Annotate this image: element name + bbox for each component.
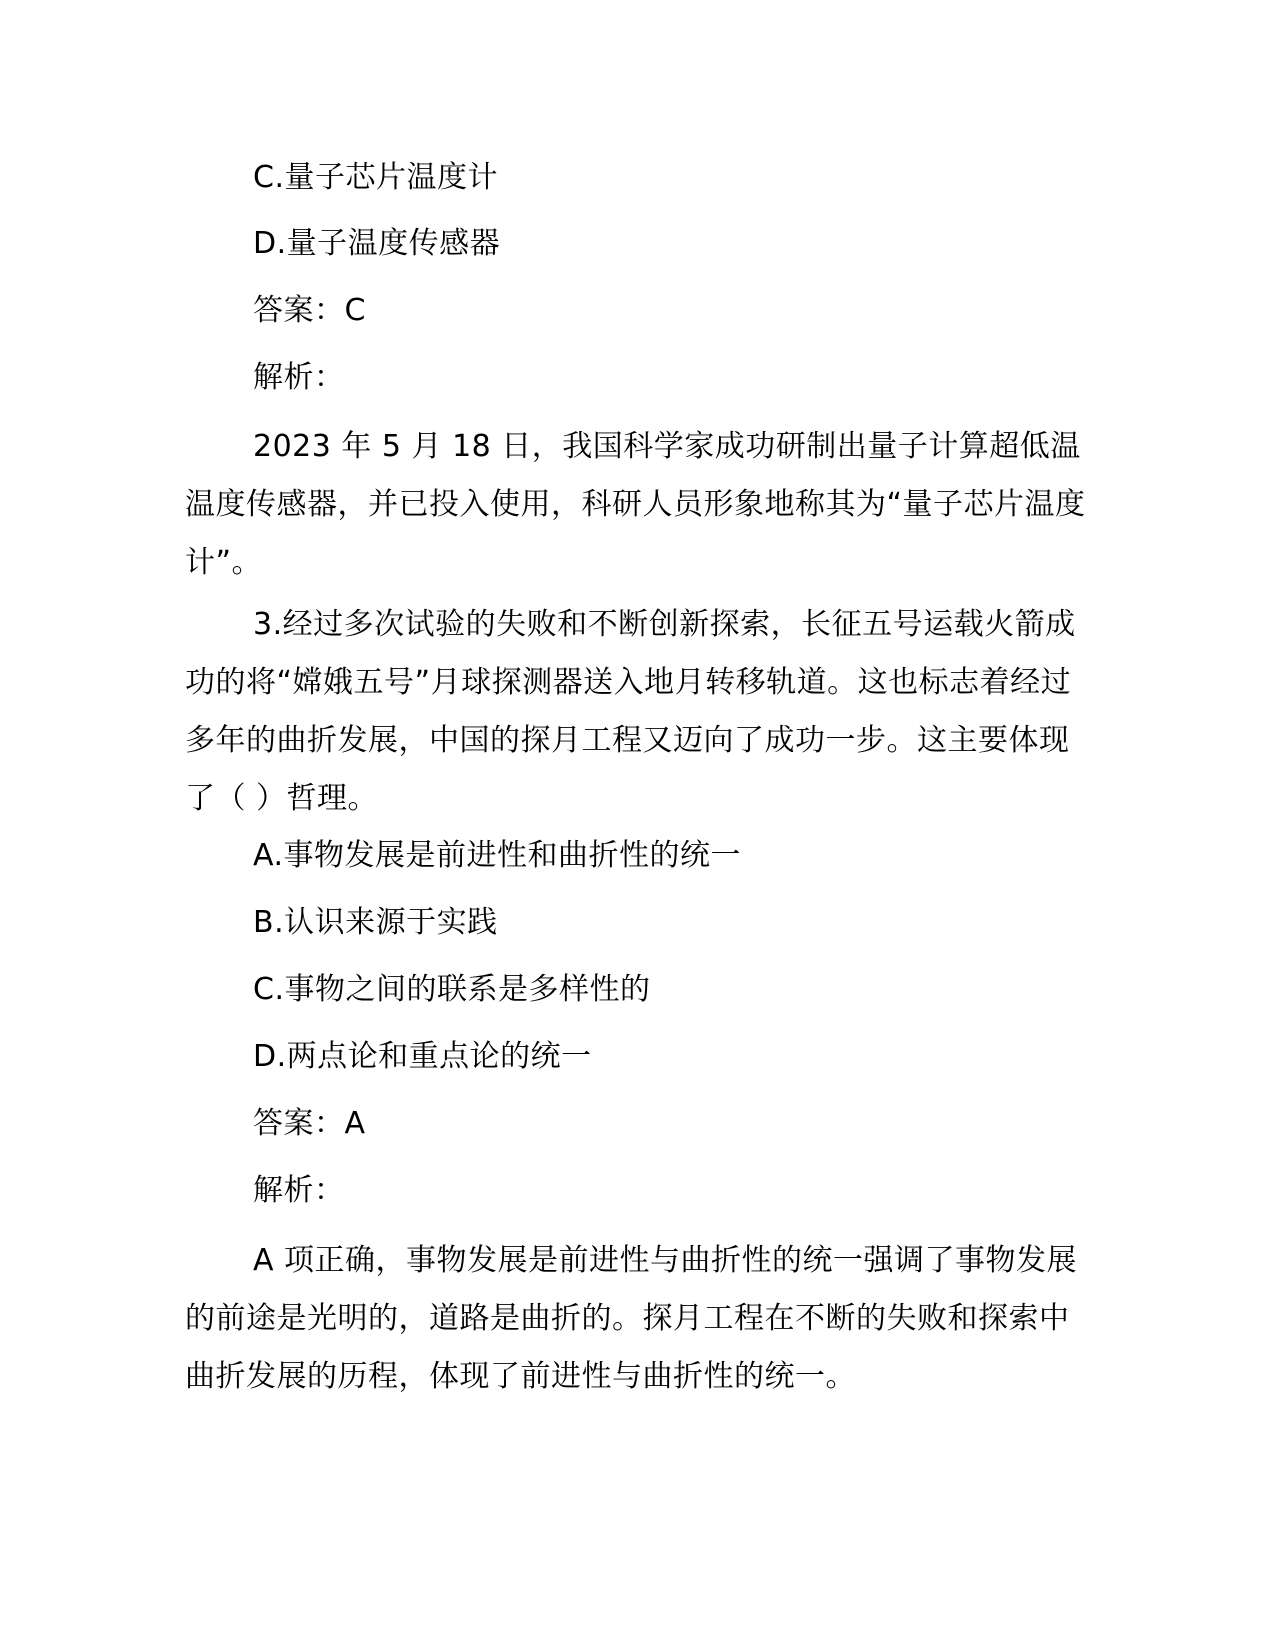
q3-option-a: A.事物发展是前进性和曲折性的统一 <box>253 838 742 873</box>
q3-analysis-text: A 项正确，事物发展是前进性与曲折性的统一强调了事物发展的前途是光明的，道路是曲折的。探月工程在不断的失败和探索中曲折发展的历程，体现了前进性与曲折性的统一。 <box>185 1243 1078 1394</box>
q2-analysis-label: 解析： <box>253 360 345 395</box>
q2-option-c: C.量子芯片温度计 <box>253 160 498 195</box>
q2-answer: 答案：C <box>253 293 366 328</box>
q3-option-c: C.事物之间的联系是多样性的 <box>253 972 651 1007</box>
q3-option-d: D.两点论和重点论的统一 <box>253 1039 592 1074</box>
q3-analysis-label: 解析： <box>253 1173 345 1208</box>
q3-option-b: B.认识来源于实践 <box>253 905 498 940</box>
q2-analysis-text: 2023 年 5 月 18 日，我国科学家成功研制出量子计算超低温温度传感器，并已投入使用，科研人员形象地称其为“量子芯片温度计”。 <box>185 429 1086 580</box>
q2-option-d: D.量子温度传感器 <box>253 226 501 261</box>
q3-stem: 3.经过多次试验的失败和不断创新探索，长征五号运载火箭成功的将“嫦娥五号”月球探测器送入地月转移轨道。这也标志着经过多年的曲折发展，中国的探月工程又迈向了成功一步。这主要体现了（ ）哲理。 <box>185 607 1076 816</box>
q3-answer: 答案：A <box>253 1106 366 1141</box>
